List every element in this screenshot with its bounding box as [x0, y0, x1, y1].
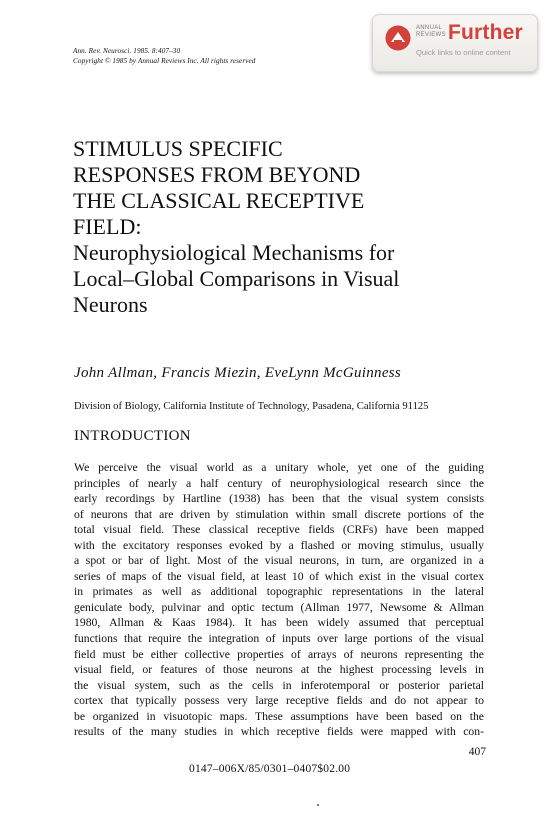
scan-dot	[317, 804, 319, 806]
title-line: RESPONSES FROM BEYOND	[73, 162, 361, 187]
further-label: Further	[448, 21, 523, 44]
journal-citation	[73, 46, 256, 66]
further-badge[interactable]	[372, 14, 538, 72]
body-line: total visual field. These classical receptive fields (CRFs) have been mapped	[74, 523, 484, 537]
body-line: with the excitatory responses evoked by a flashed or moving stimulus, usually	[74, 538, 484, 552]
body-line: functions that require the integration of inputs over large portions of the visual	[74, 632, 484, 646]
section-heading-introduction: INTRODUCTION	[74, 428, 191, 444]
copyright-line: Copyright © 1985 by Annual Reviews Inc. All rights reserved	[73, 57, 256, 65]
body-line: principles of nearly a half century of neurophysiological research since the	[74, 476, 484, 490]
journal-line: Ann. Rev. Neurosci. 1985. 8:407–30	[73, 47, 181, 55]
title-line: STIMULUS SPECIFIC	[73, 136, 283, 161]
body-line: be organized in visuotopic maps. These assumptions have been based on the	[74, 709, 484, 723]
subtitle-line: Neurons	[73, 292, 148, 317]
body-line: of neurons that are driven by stimulation within small discrete portions of the	[74, 507, 484, 521]
title-line: FIELD:	[73, 214, 142, 239]
body-line: 1980, Allman & Kaas 1984). It has been widely assumed that perceptual	[74, 616, 484, 630]
body-line: We perceive the visual world as a unitary whole, yet one of the guiding	[74, 461, 484, 474]
body-line: series of maps of the visual field, at least 10 of which exist in the visual cortex	[74, 569, 484, 583]
subtitle-line: Neurophysiological Mechanisms for	[73, 240, 395, 265]
body-line: visual field, or features of those neurons at the highest processing levels in	[74, 663, 484, 677]
annual-reviews-wordmark	[416, 25, 446, 39]
annual-text: ANNUAL	[416, 25, 443, 31]
issn-price-line: 0147–006X/85/0301–0407$02.00	[189, 763, 351, 775]
title-line: THE CLASSICAL RECEPTIVE	[73, 188, 365, 213]
body-line: field must be either collective properties of arrays of neurons representing the	[74, 647, 484, 661]
body-line: cortex that typically possess very large receptive fields and do not appear to	[74, 694, 484, 708]
body-line: results of the many studies in which receptive fields were mapped with con-	[74, 725, 484, 739]
page-number: 407	[468, 746, 486, 758]
affiliation: Division of Biology, California Institute of Technology, Pasadena, California 91125	[74, 401, 429, 412]
body-line: geniculate body, pulvinar and optic tectum (Allman 1977, Newsome & Allman	[74, 600, 484, 614]
body-line: in primates as well as additional topographic representations in the lateral	[74, 585, 484, 599]
reviews-text: REVIEWS	[416, 32, 446, 38]
body-line: the visual system, such as the cells in inferotemporal or posterior parietal	[74, 678, 484, 692]
author-list: John Allman, Francis Miezin, EveLynn McGuinness	[74, 365, 402, 381]
article-title	[73, 136, 399, 318]
subtitle-line: Local–Global Comparisons in Visual	[73, 266, 400, 291]
introduction-body	[74, 460, 484, 740]
body-line: early recordings by Hartline (1938) has been that the visual system consists	[74, 492, 484, 506]
annual-reviews-logo-icon	[385, 25, 411, 51]
body-line: a spot or bar of light. Most of the visual neurons, in turn, are organized in a	[74, 554, 484, 568]
quick-links-text: Quick links to online content	[416, 48, 511, 57]
